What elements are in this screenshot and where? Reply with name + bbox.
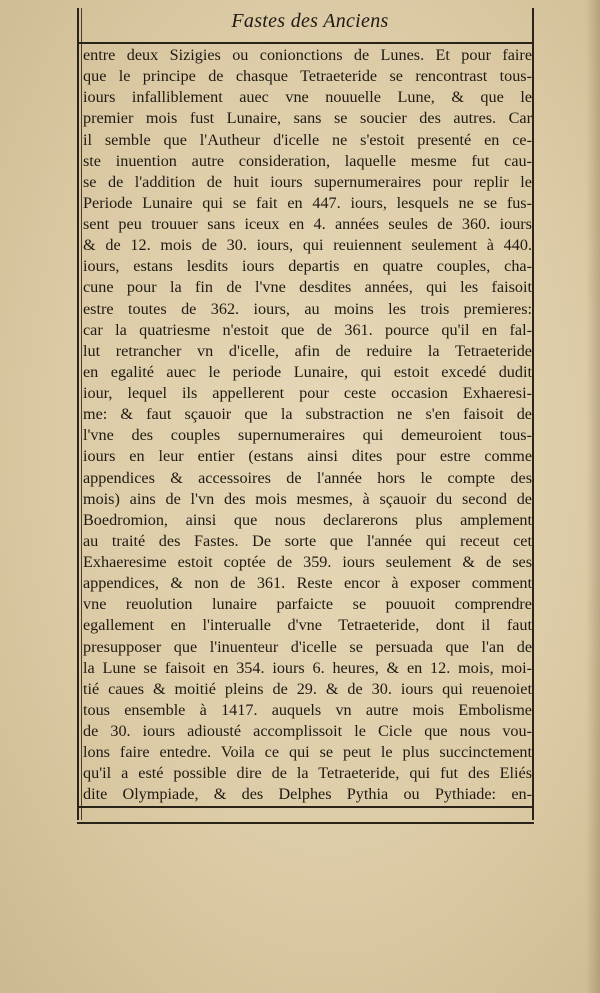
text-line: dite Olympiade, & des Delphes Pythia ou Pythiade: en- — [83, 785, 532, 804]
left-inner-rule — [81, 8, 82, 820]
text-line: au traité des Fastes. De sorte que l'année qui receut cet — [83, 531, 532, 550]
text-line: il semble que l'Autheur d'icelle ne s'estoit presenté en ce- — [83, 130, 532, 149]
text-line: iours, estans lesdits iours departis en quatre couples, cha- — [83, 257, 532, 276]
text-line: lut retrancher vn d'icelle, afin de reduire la Tetraeteride — [83, 341, 532, 360]
text-line: presupposer que l'inuenteur d'icelle se persuada que l'an de — [83, 637, 532, 656]
text-line: tous ensemble à 1417. auquels vn autre mois Embolisme — [83, 700, 532, 719]
text-line: la Lune se faisoit en 354. iours 6. heures, & en 12. mois, moi- — [83, 658, 532, 677]
text-line: ste inuention autre consideration, laquelle mesme fut cau- — [83, 151, 532, 170]
text-line: iour, lequel ils appellerent pour ceste occasion Exhaeresi- — [83, 384, 532, 402]
right-frame-rule — [532, 8, 534, 820]
text-line: iours infalliblement auec vne nouuelle Lune, & que le — [83, 88, 532, 107]
text-line: premier mois fust Lunaire, sans se soucier des autres. Car — [83, 109, 532, 128]
text-line: & de 12. mois de 30. iours, qui reuiennent seulement à 440. — [83, 236, 532, 255]
footer-rule — [77, 806, 534, 808]
text-line: que le principe de chasque Tetraeteride se rencontrast tous- — [83, 67, 532, 86]
text-line: Periode Lunaire qui se fait en 447. iours, lesquels ne se fus- — [83, 193, 532, 212]
text-line: car la quatriesme n'estoit que de 361. pource qu'il en fal- — [83, 320, 532, 339]
body-text — [83, 45, 532, 806]
page-edge-shadow — [586, 0, 600, 993]
footer-rule-lower — [77, 822, 534, 824]
text-line: tié caues & moitié pleins de 29. & de 30. iours qui reuenoiet — [83, 679, 532, 698]
running-head: Fastes des Anciens — [231, 10, 389, 32]
text-line: de 30. iours adiousté accomplissoit le Cicle que nous vou- — [83, 722, 532, 740]
text-line: me: & faut sçauoir que la substraction ne s'en faisoit de — [83, 405, 532, 424]
text-line: egallement en l'interualle d'vne Tetraeteride, dont il faut — [83, 616, 532, 635]
text-line: Boedromion, ainsi que nous declarerons plus amplement — [83, 510, 532, 529]
text-line: en egalité auec le periode Lunaire, qui estoit excedé dudit — [83, 362, 532, 381]
text-line: cune pour la fin de l'vne desdites années, qui les faisoit — [83, 278, 532, 297]
text-line: appendices, & non de 361. Reste encor à exposer comment — [83, 574, 532, 593]
text-line: mois) ains de l'vn des mois mesmes, à sçauoir du second de — [83, 489, 532, 508]
header-rule — [77, 42, 534, 44]
text-line: sent peu trouuer sans iceux en 4. années seules de 360. iours — [83, 215, 532, 233]
text-line: Exhaeresime estoit coptée de 359. iours seulement & de ses — [83, 553, 532, 571]
text-line: iours en leur entier (estans ainsi dites pour estre comme — [83, 447, 532, 466]
text-line: l'vne des couples supernumeraires qui demeuroient tous- — [83, 426, 532, 445]
text-line: vne reuolution lunaire parfaicte se pouuoit comprendre — [83, 595, 532, 614]
text-line: entre deux Sizigies ou conionctions de Lunes. Et pour faire — [83, 46, 532, 64]
text-line: appendices & accessoires de l'année hors le compte des — [83, 468, 532, 487]
left-frame-rule — [77, 8, 79, 820]
text-line: lons faire entedre. Voila ce qui se peut le plus succinctement — [83, 743, 532, 762]
text-line: estre toutes de 362. iours, au moins les trois premieres: — [83, 299, 532, 318]
text-line: qu'il a esté possible dire de la Tetraeteride, qui fut des Eliés — [83, 764, 532, 783]
text-line: se de l'addition de huit iours supernumeraires pour replir le — [83, 172, 532, 191]
